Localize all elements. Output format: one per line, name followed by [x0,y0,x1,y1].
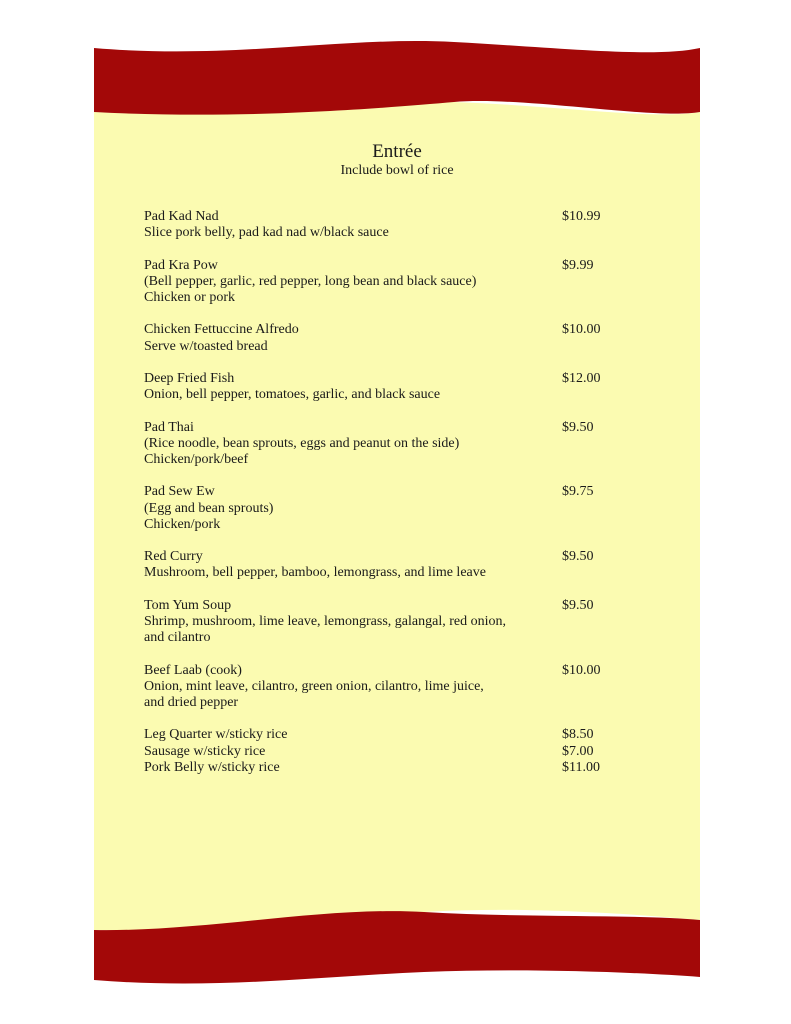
section-title: Entrée [372,141,422,162]
menu-item [144,258,614,307]
item-price: $9.50 [562,419,594,435]
item-name: Pad Sew Ew [144,484,215,500]
combo-item-name: Sausage w/sticky rice [144,743,266,759]
item-name: Chicken Fettuccine Alfredo [144,322,299,338]
item-price: $9.50 [562,597,594,613]
item-price: $9.75 [562,484,594,500]
combo-item-name: Pork Belly w/sticky rice [144,759,280,775]
item-description: Serve w/toasted bread [144,338,268,354]
menu-item [144,209,614,241]
item-description: Chicken/pork [144,516,221,532]
menu-items [144,209,614,776]
item-description: (Rice noodle, bean sprouts, eggs and peanut on the side) [144,435,460,451]
combo-item [144,727,614,743]
item-name: Red Curry [144,549,203,565]
menu-item [144,598,614,647]
item-name: Tom Yum Soup [144,597,232,613]
section-subtitle: Include bowl of rice [340,163,454,178]
combo-item-price: $8.50 [562,727,594,743]
item-description: (Bell pepper, garlic, red pepper, long bean and black sauce) [144,273,477,289]
item-price: $10.00 [562,322,601,338]
item-description: Chicken or pork [144,290,235,305]
item-description: Chicken/pork/beef [144,451,249,467]
menu-item [144,420,614,469]
item-name: Pad Kra Pow [144,257,218,273]
item-description: Shrimp, mushroom, lime leave, lemongrass, galangal, red onion, [144,613,506,629]
menu-item [144,371,614,403]
item-description: and cilantro [144,630,211,646]
item-price: $12.00 [562,370,601,386]
menu-item [144,663,614,712]
menu-item [144,549,614,581]
combo-item [144,760,614,776]
item-description: Onion, mint leave, cilantro, green onion, cilantro, lime juice, [144,678,484,694]
item-description: Mushroom, bell pepper, bamboo, lemongrass, and lime leave [144,565,486,581]
item-price: $9.99 [562,257,594,273]
menu-page [94,40,700,984]
item-name: Pad Kad Nad [144,209,219,224]
menu-item [144,484,614,533]
combo-item-name: Leg Quarter w/sticky rice [144,727,288,743]
item-price: $10.99 [562,209,601,224]
item-description: Onion, bell pepper, tomatoes, garlic, and black sauce [144,387,441,403]
item-description: and dried pepper [144,694,239,710]
item-name: Beef Laab (cook) [144,662,242,678]
item-description: (Egg and bean sprouts) [144,500,274,516]
combo-item-price: $7.00 [562,743,594,759]
combo-item [144,744,614,760]
menu-content [94,40,700,984]
menu-heading [94,141,700,179]
item-name: Deep Fried Fish [144,370,235,386]
item-price: $10.00 [562,662,601,678]
menu-item [144,322,614,354]
combo-item-price: $11.00 [562,759,600,775]
item-price: $9.50 [562,549,594,565]
sticky-rice-group [144,727,614,776]
item-description: Slice pork belly, pad kad nad w/black sauce [144,225,389,241]
item-name: Pad Thai [144,419,194,435]
